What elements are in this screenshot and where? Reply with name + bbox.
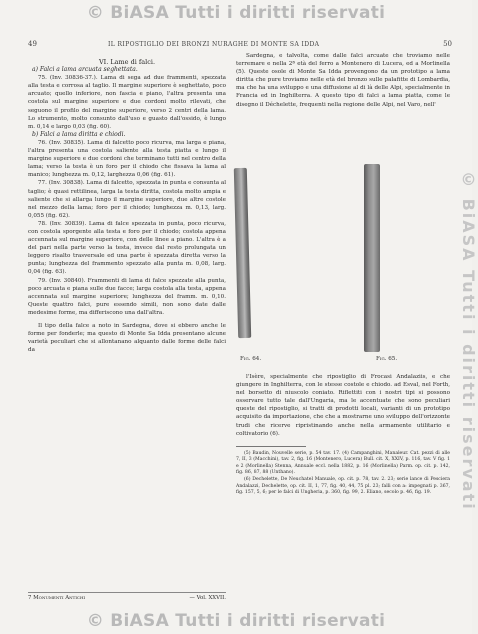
footnote-divider: [236, 446, 306, 447]
sickle-blade-figure-64: [234, 168, 251, 338]
footnotes: [236, 451, 450, 497]
left-page-number: 49: [28, 40, 37, 48]
right-column: [236, 52, 450, 109]
paragraph: l'Isère, specialmente che ripostiglio di Frocasi Andalaziis, e che giungere in Inghilterra, con le stesse costole e chiodo. ad Esval, nel Forth, nel borsetto di niuscolo coniato. Riflettiti con i nostri tipi si possono osservare tutto tale dall'Ungaria, ma le accentuate che sono peculiari queste del ripostiglio, si tratti di prodotti locali, varianti di un prototipo acquisito da importazione, che che a mostrarne uno sviluppo dell'orizzonte trudi che ricerve ripristinando anche nella armamente utilitario e coltivatorio (6).: [236, 374, 450, 437]
paragraph: 75. (Inv. 30836-37.). Lama di sega ad due frammenti, spezzata alla testa e corrosa al taglio. Il margine superiore è seghettato, poco arcuato; quello inferiore, non fascia e piano, l'altra presenta una costola sul margine superiore e due cordoni molto rilevati, che seguono il profilo del margine superiore, verso 2 centri della lama. Lo strumento, molto consunto dall'uso e guasto dall'ossido, è lungo m. 0,14 e largo 0,03 (fig. 60).: [28, 75, 226, 130]
figure-64-caption: Fig. 64.: [240, 356, 262, 362]
watermark-top: © BiASA Tutti i diritti riservati: [86, 3, 386, 23]
running-header: [28, 40, 452, 52]
footer-journal: 7 Monumenti Antichi: [28, 595, 86, 601]
subsection-a-title: a) Falci a lama arcuata seghettata.: [32, 66, 138, 74]
section-title: VI. Lame di falci.: [98, 58, 156, 66]
figure-area: [236, 148, 450, 370]
footnote: (5) Baudin, Nouvelle serie, p. 54 tav. 17. (4) Campanghini, Manaleur. Cat. pezzi di alle 7, II, 3 (Macchini), tav. 2, fig. 16 (Montenero, Lucera) Bull. cit. X, XXIV, p. 116, tav. V fig. 1 e 2 (Morlinella) Stenna, Annuale eccl. nella 1882, p. 16 (Morlinella) Parm. op. cit. p. 142, fig. 86, 87, 88 (Unthano).: [236, 450, 450, 475]
subsection-b-title: b) Falci a lama diritta e chiodi.: [32, 130, 126, 138]
footnote: (6) Dechelette, De Neuchatel Manuale, op. cit. p. 78, tav. 2. 23; serie lance di Pesciera Andalazzi, Dechelette, op. cit. II, 1, 77, fig. 40, 44, 75 pl. 23; falli con a: impegnati p. 367, fig. 157, 5, 6; per le falci di Ungheria, p. 360, fig. 99, 2. Eliano, secolo p. 46, fig. 19.: [236, 477, 450, 496]
paragraph: Sardegna, e talvolta, come dalle falci arcuate che troviamo nelle terremare e nella 2ª età del ferro a Montenero di Lucera, ed a Morlinella (5). Queste osole di Monte Sa Idda provengono da un prototipo a lama diritta che pure troviamo nelle età del bronzo sulle palafitte di Lombardia, ma che ha una sviluppo e una diffusione al di là delle Alpi, specialmente in Francia ed in Inghilterra. A questo tipo di falci a lama piatta, come le disegno il Déchelette, frequenti nella regione delle Alpi, nel Varo, nell': [236, 53, 450, 108]
paragraph: 76. (Inv. 30835). Lama di falcetto poco ricurva, ma larga e piana, l'altra presenta una costola saliente alla testa piatta e lungo il margine superiore e due cordoni che terminano tutti nel centro della lama; verso la testa è un foro per il chiodo che fissava la lama al manico; lunghezza m. 0,12, larghezza 0,06 (fig. 61).: [28, 139, 226, 179]
page-footer: [28, 592, 226, 604]
sickle-blade-figure-65: [364, 164, 380, 352]
right-column-continued: [236, 373, 450, 498]
figure-65-caption: Fig. 65.: [376, 356, 398, 362]
watermark-bottom: © BiASA Tutti i diritti riservati: [86, 611, 386, 631]
footer-volume: — Vol. XXVII.: [189, 595, 226, 601]
paragraph: Il tipo della falce a noto in Sardegna, dove si ebbero anche le forme per fonderle; ma questo di Monte Sa Idda presentano alcune varietà peculiari che si allontanano alquanto dalle forme delle falci da: [28, 323, 226, 354]
paragraph: 78. (Inv. 30839). Lama di falce spezzata in punta, poco ricurva, con costola sporgente alla testa e foro per il chiodo; costola appena accennata sul margine superiore, con delle linee a piano. L'altra è a del pari nella parte verso la testa, invece dal resto prolungata un leggero risalto trasversale ed una parte è spezzata diretta verso la punta; lunghezza del frammento spezzato alla punta m. 0,08, larg. 0,04 (fig. 63).: [28, 220, 226, 276]
watermark-side: © BiASA Tutti i diritti riservati: [459, 169, 478, 511]
left-column: [28, 58, 226, 354]
running-title: IL RIPOSTIGLIO DEI BRONZI NURAGHE DI MONTE SA IDDA: [108, 41, 320, 48]
paragraph: 77. (Inv. 30838). Lama di falcetto, spezzata in punta e consunta al taglio; è quasi rettilinea, larga la testa diritta, costola molto ampia e saliente che si allarga lungo il margine superiore, due altre costole nel mezzo della lama; foro per il chiodo; lunghezza m. 0,13, larg. 0,055 (fig. 62).: [28, 180, 226, 219]
right-page-number: 50: [443, 40, 452, 48]
paragraph: 79. (Inv. 30840). Frammenti di lama di falce spezzate alla punta, poco arcuata e piana sulle due facce; larga costola alla testa, appena accennata sul margine superiore; lunghezza del framm. m. 0,10. Queste quattro falci, pure essendo simili, non sono date dalle medesime forme, ma differiscono una dall'altra.: [28, 277, 226, 316]
